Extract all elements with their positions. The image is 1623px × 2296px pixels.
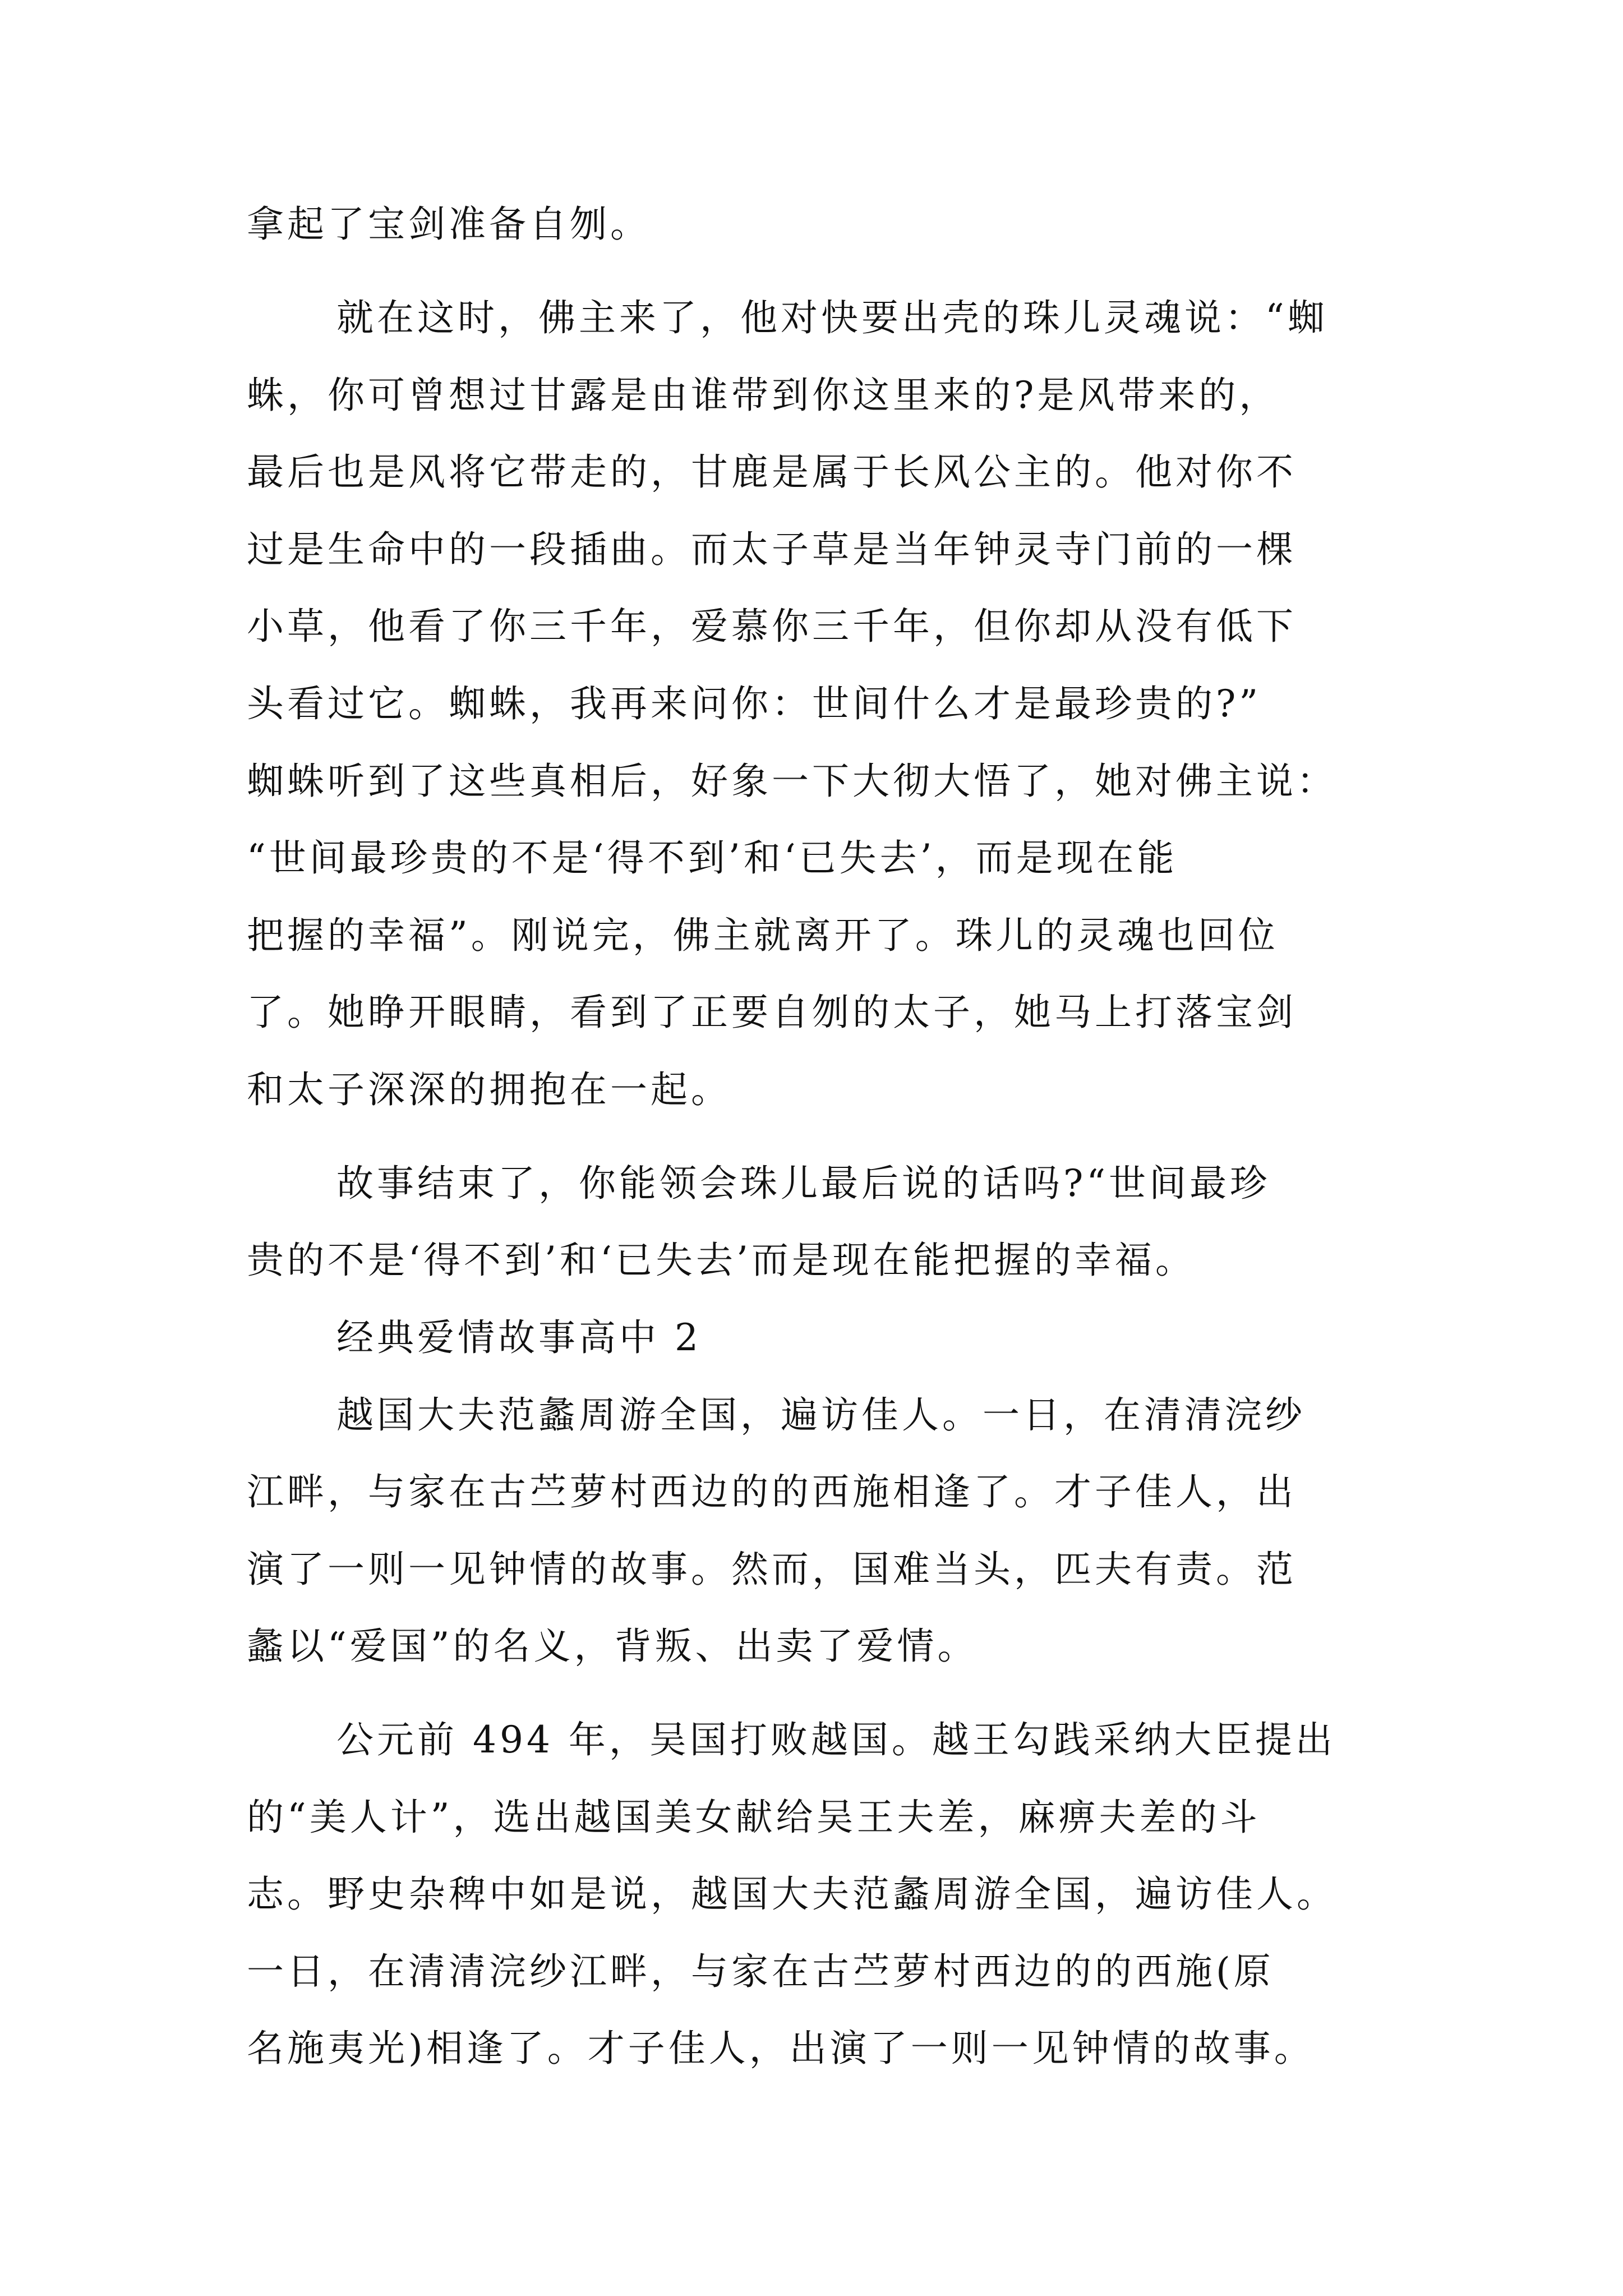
- text-line: 演了一则一见钟情的故事。然而，国难当头，匹夫有责。范: [247, 1548, 1297, 1591]
- text-line: 故事结束了，你能领会珠儿最后说的话吗?“世间最珍: [336, 1162, 1271, 1205]
- text-line: 蜘蛛听到了这些真相后，好象一下大彻大悟了，她对佛主说：: [247, 760, 1337, 803]
- text-line: 拿起了宝剑准备自刎。: [247, 203, 651, 246]
- text-line: 名施夷光)相逢了。才子佳人，出演了一则一见钟情的故事。: [247, 2027, 1315, 2070]
- text-line: 蠡以“爱国”的名义，背叛、出卖了爱情。: [247, 1625, 978, 1668]
- text-line: 最后也是风将它带走的，甘鹿是属于长风公主的。他对你不: [247, 450, 1297, 494]
- text-line: 越国大夫范蠡周游全国，遍访佳人。一日，在清清浣纱: [336, 1393, 1306, 1437]
- text-line: 和太子深深的拥抱在一起。: [247, 1068, 731, 1111]
- text-line: 小草，他看了你三千年，爱慕你三千年，但你却从没有低下: [247, 605, 1297, 648]
- text-line: 蛛，你可曾想过甘露是由谁带到你这里来的?是风带来的，: [247, 374, 1280, 417]
- text-line: 志。野史杂稗中如是说，越国大夫范蠡周游全国，遍访佳人。: [247, 1872, 1337, 1916]
- text-line: 把握的幸福”。刚说完，佛主就离开了。珠儿的灵魂也回位: [247, 914, 1279, 957]
- section-heading: 经典爱情故事高中 2: [336, 1316, 702, 1359]
- text-line: 一日，在清清浣纱江畔，与家在古苎萝村西边的的西施(原: [247, 1950, 1274, 1993]
- text-line: 过是生命中的一段插曲。而太子草是当年钟灵寺门前的一棵: [247, 528, 1297, 571]
- text-line: 头看过它。蜘蛛，我再来问你：世间什么才是最珍贵的?”: [247, 682, 1262, 725]
- text-line: “世间最珍贵的不是‘得不到’和‘已失去’，而是现在能: [247, 836, 1178, 880]
- text-line: 就在这时，佛主来了，他对快要出壳的珠儿灵魂说：“蜘: [336, 296, 1328, 339]
- text-line: 了。她睁开眼睛，看到了正要自刎的太子，她马上打落宝剑: [247, 991, 1297, 1034]
- text-line: 江畔，与家在古苎萝村西边的的西施相逢了。才子佳人，出: [247, 1470, 1297, 1513]
- text-line: 贵的不是‘得不到’和‘已失去’而是现在能把握的幸福。: [247, 1239, 1196, 1282]
- text-line: 的“美人计”，选出越国美女献给吴王夫差，麻痹夫差的斗: [247, 1796, 1261, 1839]
- text-line: 公元前 494 年，吴国打败越国。越王勾践采纳大臣提出: [336, 1718, 1336, 1761]
